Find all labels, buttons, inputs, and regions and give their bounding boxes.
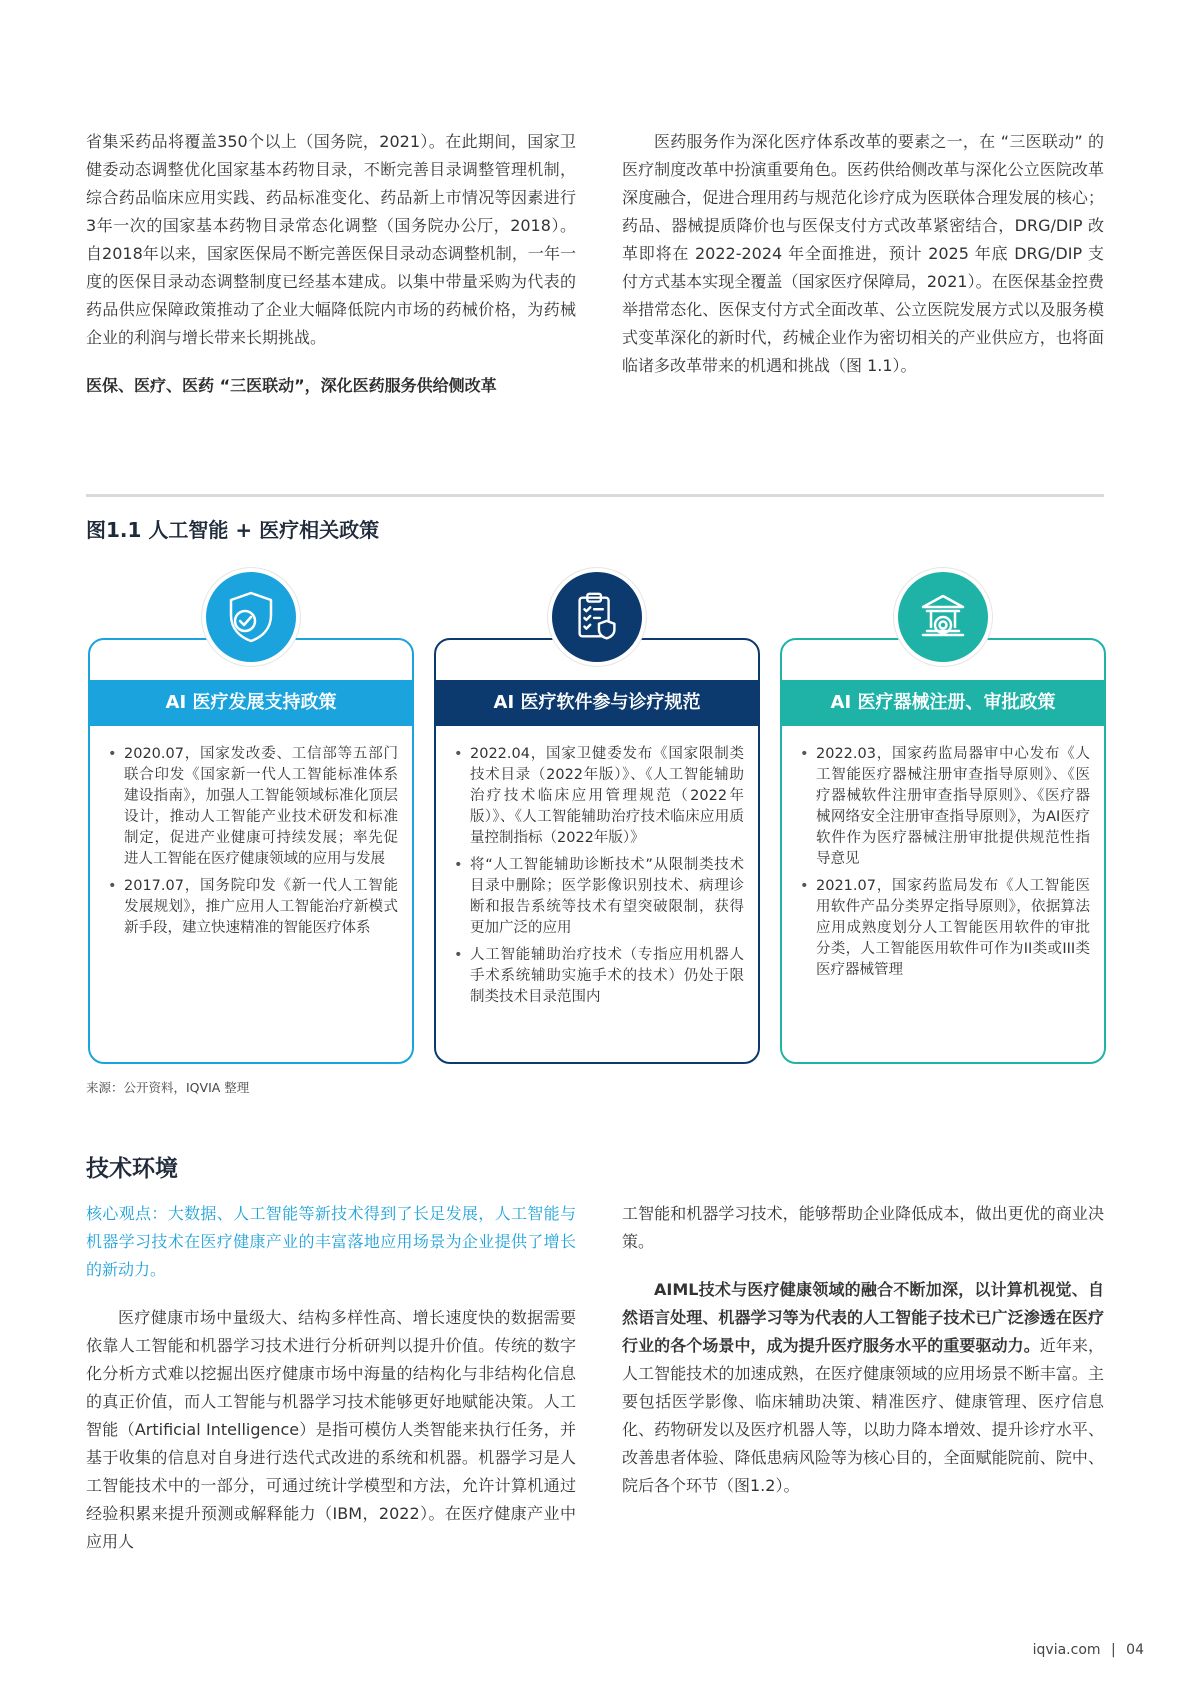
bottom-right-continuation: 工智能和机器学习技术，能够帮助企业降低成本，做出更优的商业决策。 <box>622 1204 1104 1251</box>
list-item: • 人工智能辅助治疗技术（专指应用机器人手术系统辅助实施手术的技术）仍处于限制类技术目录范围内 <box>452 945 744 1008</box>
policy-card-1 <box>88 638 414 1064</box>
figure-title: 图1.1 人工智能 + 医疗相关政策 <box>86 518 380 542</box>
top-right-paragraph: 医药服务作为深化医疗体系改革的要素之一，在 “三医联动” 的医疗制度改革中扮演重要角色。医药供给侧改革与深化公立医院改革深度融合，促进合理用药与规范化诊疗成为医联体合理发展的核心；药品、器械提质降价也与医保支付方式改革紧密结合，DRG/DIP 改革即将在 2022-2024 年全面推进，预计 2025 年底 DRG/DIP 支付方式基本实现全覆盖（国家医疗保障局，2021）。在医保基金控费举措常态化、医保支付方式全面改革、公立医院发展方式以及服务模式变革深化的新时代，药械企业作为密切相关的产业供应方，也将面临诸多改革带来的机遇和挑战（图 1.1）。 <box>622 132 1104 375</box>
section-divider <box>86 494 1104 497</box>
bottom-left-paragraph: 医疗健康市场中量级大、结构多样性高、增长速度快的数据需要依靠人工智能和机器学习技术进行分析研判以提升价值。传统的数字化分析方式难以挖掘出医疗健康市场中海量的结构化与非结构化信息的真正价值，而人工智能与机器学习技术能够更好地赋能决策。人工智能（Artificial Intelligence）是指可模仿人类智能来执行任务，并基于收集的信息对自身进行迭代式改进的系统和机器。机器学习是人工智能技术中的一部分，可通过统计学模型和方法，允许计算机通过经验积累来提升预测或解释能力（IBM，2022）。在医疗健康产业中应用人 <box>86 1308 576 1551</box>
bottom-right-paragraph <box>622 1276 1104 1500</box>
policy-card-1-body <box>106 744 398 945</box>
footer-separator: | <box>1111 1642 1116 1658</box>
core-view: 核心观点：大数据、人工智能等新技术得到了长足发展，人工智能与机器学习技术在医疗健康产业的丰富落地应用场景为企业提供了增长的新动力。 <box>86 1204 576 1279</box>
policy-card-2-body <box>452 744 744 1014</box>
list-item: • 2022.03，国家药监局器审中心发布《人工智能医疗器械注册审查指导原则》、《医疗器械软件注册审查指导原则》、《医疗器械网络安全注册审查指导原则》，为AI医疗软件作为医疗器械注册审批提供规范性指导意见 <box>798 744 1090 870</box>
top-left-paragraph: 省集采药品将覆盖350个以上（国务院，2021）。在此期间，国家卫健委动态调整优化国家基本药物目录，不断完善目录调整管理机制，综合药品临床应用实践、药品标准变化、药品新上市情况等因素进行3年一次的国家基本药物目录常态化调整（国务院办公厅，2018）。自2018年以来，国家医保局不断完善医保目录动态调整机制，一年一度的医保目录动态调整制度已经基本建成。以集中带量采购为代表的药品供应保障政策推动了企业大幅降低院内市场的药械价格，为药械企业的利润与增长带来长期挑战。 <box>86 132 576 347</box>
policy-card-3-heading: AI 医疗器械注册、审批政策 <box>782 680 1104 726</box>
government-building-icon <box>894 568 992 666</box>
policy-card-2 <box>434 638 760 1064</box>
paragraph-rest: 近年来，人工智能技术的加速成熟，在医疗健康领域的应用场景不断丰富。主要包括医学影像、临床辅助决策、精准医疗、健康管理、医疗信息化、药物研发以及医疗机器人等，以助力降本增效、提升诊疗水平、改善患者体验、降低患病风险等为核心目的，全面赋能院前、院中、院后各个环节（图1.2）。 <box>622 1336 1104 1495</box>
policy-card-3 <box>780 638 1106 1064</box>
bold-lead: AIML技术与医疗健康领域的融合不断加深，以计算机视觉、自然语言处理、机器学习等为代表的人工智能子技术已广泛渗透在医疗行业的各个场景中，成为提升医疗服务水平的重要驱动力。 <box>622 1280 1104 1355</box>
bottom-left-column <box>86 1200 576 1556</box>
list-item: • 2021.07，国家药监局发布《人工智能医用软件产品分类界定指导原则》，依据算法应用成熟度划分人工智能医用软件的审批分类，人工智能医用软件可作为II类或III类医疗器械管理 <box>798 876 1090 981</box>
footer-site-link[interactable]: iqvia.com <box>1032 1642 1101 1658</box>
shield-check-icon <box>202 568 300 666</box>
policy-card-3-body <box>798 744 1090 987</box>
policy-card-1-heading: AI 医疗发展支持政策 <box>90 680 412 726</box>
top-right-column <box>622 128 1104 380</box>
list-item: • 将“人工智能辅助诊断技术”从限制类技术目录中删除；医学影像识别技术、病理诊断和报告系统等技术有望突破限制，获得更加广泛的应用 <box>452 855 744 939</box>
policy-card-2-heading: AI 医疗软件参与诊疗规范 <box>436 680 758 726</box>
section-title: 技术环境 <box>86 1156 178 1182</box>
page-footer <box>1033 1642 1144 1658</box>
bottom-right-column <box>622 1200 1104 1500</box>
top-left-column <box>86 128 576 416</box>
page-number: 04 <box>1126 1642 1144 1658</box>
clipboard-checklist-icon <box>548 568 646 666</box>
figure-source: 来源：公开资料，IQVIA 整理 <box>86 1080 250 1095</box>
list-item: • 2020.07，国家发改委、工信部等五部门联合印发《国家新一代人工智能标准体系建设指南》，加强人工智能领域标准化顶层设计，推动人工智能产业技术研发和标准制定，促进产业健康可持续发展；率先促进人工智能在医疗健康领域的应用与发展 <box>106 744 398 870</box>
list-item: • 2022.04，国家卫健委发布《国家限制类技术目录（2022年版）》、《人工智能辅助治疗技术临床应用管理规范（2022年版）》、《人工智能辅助治疗技术临床应用质量控制指标（2022年版）》 <box>452 744 744 849</box>
list-item: • 2017.07，国务院印发《新一代人工智能发展规划》，推广应用人工智能治疗新模式新手段，建立快速精准的智能医疗体系 <box>106 876 398 939</box>
top-left-subheading: 医保、医疗、医药 “三医联动”，深化医药服务供给侧改革 <box>86 376 497 395</box>
